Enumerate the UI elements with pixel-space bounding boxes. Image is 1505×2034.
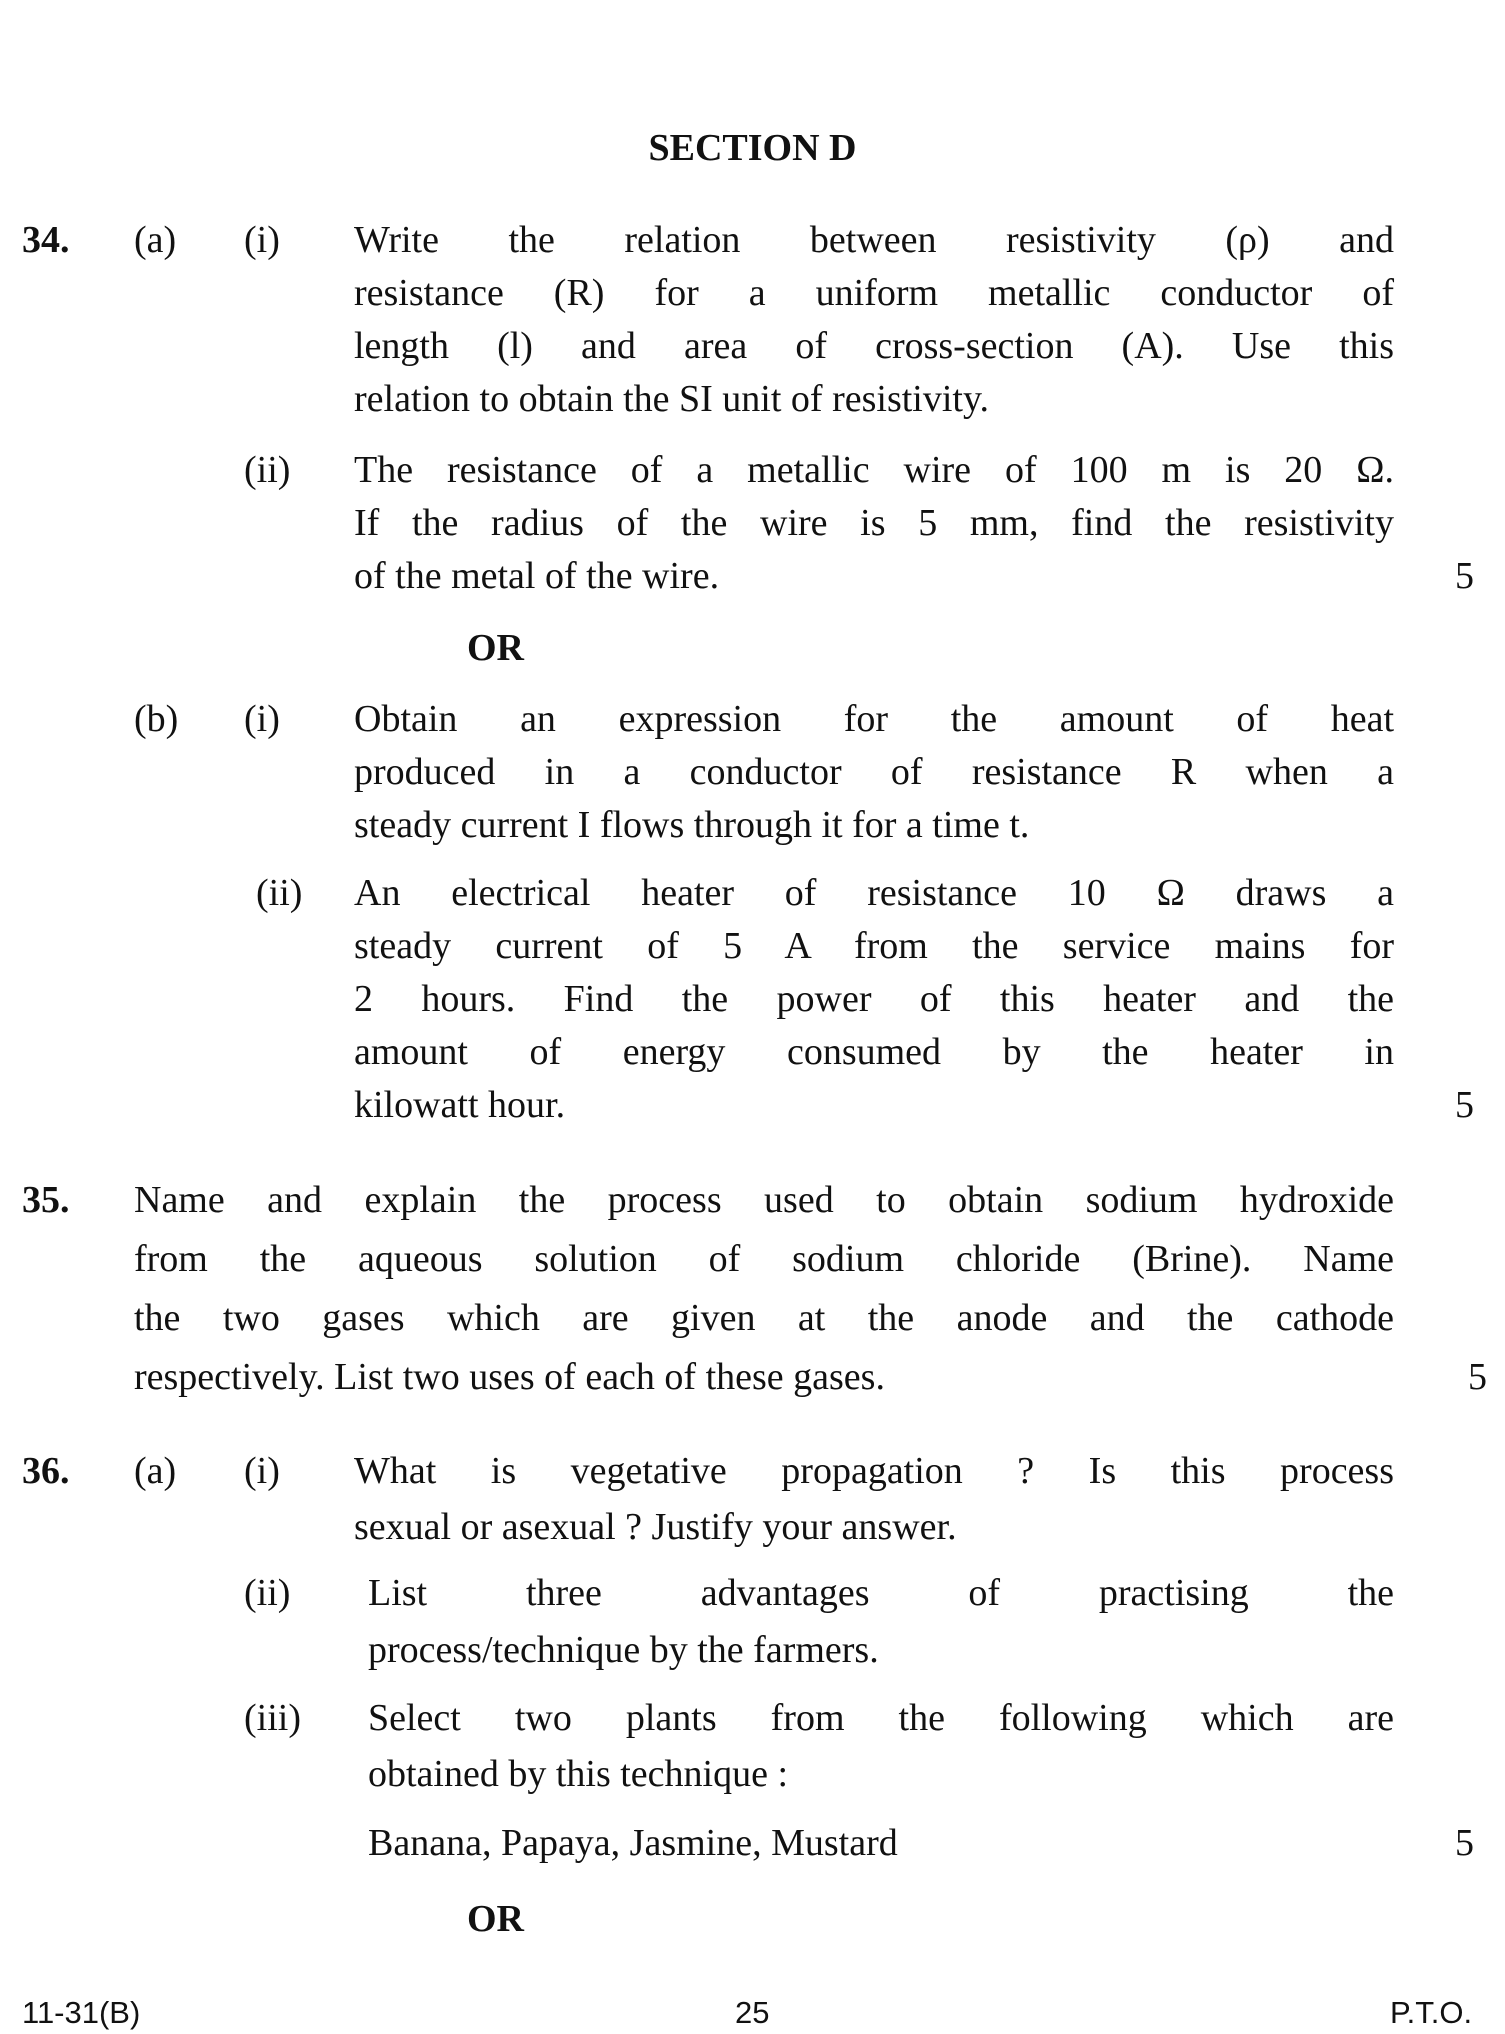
question-number: 36.: [22, 1450, 70, 1492]
question-text-line: the two gases which are given at the anode and the cathode: [134, 1297, 1394, 1339]
question-text-line: An electrical heater of resistance 10 Ω draws a: [354, 872, 1394, 914]
part-label: (a): [134, 1450, 177, 1492]
question-text-line: List three advantages of practising the: [368, 1572, 1394, 1614]
question-text-line: relation to obtain the SI unit of resistivity.: [354, 378, 989, 420]
question-number: 34.: [22, 219, 70, 261]
question-text-line: obtained by this technique :: [368, 1753, 789, 1795]
paper-code: 11-31(B): [22, 1995, 141, 2030]
subpart-label: (i): [244, 698, 280, 740]
part-label: (b): [134, 698, 179, 740]
marks: 5: [1468, 1356, 1487, 1398]
question-number: 35.: [22, 1179, 70, 1221]
subpart-label: (ii): [256, 872, 303, 914]
marks: 5: [1455, 1822, 1474, 1864]
marks: 5: [1455, 1084, 1474, 1126]
subpart-label: (i): [244, 219, 280, 261]
question-text-line: from the aqueous solution of sodium chloride (Brine). Name: [134, 1238, 1394, 1280]
subpart-label: (i): [244, 1450, 280, 1492]
plant-options: Banana, Papaya, Jasmine, Mustard: [368, 1822, 898, 1864]
question-text-line: kilowatt hour.: [354, 1084, 566, 1126]
section-title: SECTION D: [648, 127, 857, 169]
question-text-line: If the radius of the wire is 5 mm, find the resistivity: [354, 502, 1394, 544]
marks: 5: [1455, 555, 1474, 597]
part-label: (a): [134, 219, 177, 261]
or-label: OR: [467, 627, 524, 669]
question-text-line: 2 hours. Find the power of this heater and the: [354, 978, 1394, 1020]
question-text-line: Select two plants from the following which are: [368, 1697, 1394, 1739]
question-text-line: resistance (R) for a uniform metallic conductor of: [354, 272, 1394, 314]
question-text-line: respectively. List two uses of each of these gases.: [134, 1356, 885, 1398]
subpart-label: (ii): [244, 1572, 291, 1614]
question-text-line: length (l) and area of cross-section (A). Use this: [354, 325, 1394, 367]
question-text-line: Write the relation between resistivity (ρ) and: [354, 219, 1394, 261]
or-label: OR: [467, 1898, 524, 1940]
question-text-line: of the metal of the wire.: [354, 555, 720, 597]
question-text-line: sexual or asexual ? Justify your answer.: [354, 1506, 957, 1548]
subpart-label: (ii): [244, 449, 291, 491]
pto-label: P.T.O.: [1390, 1995, 1473, 2030]
subpart-label: (iii): [244, 1697, 301, 1739]
question-text-line: Obtain an expression for the amount of heat: [354, 698, 1394, 740]
question-text-line: produced in a conductor of resistance R when a: [354, 751, 1394, 793]
question-text-line: amount of energy consumed by the heater in: [354, 1031, 1394, 1073]
question-text-line: Name and explain the process used to obtain sodium hydroxide: [134, 1179, 1394, 1221]
question-text-line: steady current of 5 A from the service mains for: [354, 925, 1394, 967]
question-text-line: steady current I flows through it for a time t.: [354, 804, 1030, 846]
page-number: 25: [735, 1995, 770, 2030]
question-text-line: process/technique by the farmers.: [368, 1629, 879, 1671]
question-text-line: The resistance of a metallic wire of 100 m is 20 Ω.: [354, 449, 1394, 491]
question-text-line: What is vegetative propagation ? Is this process: [354, 1450, 1394, 1492]
